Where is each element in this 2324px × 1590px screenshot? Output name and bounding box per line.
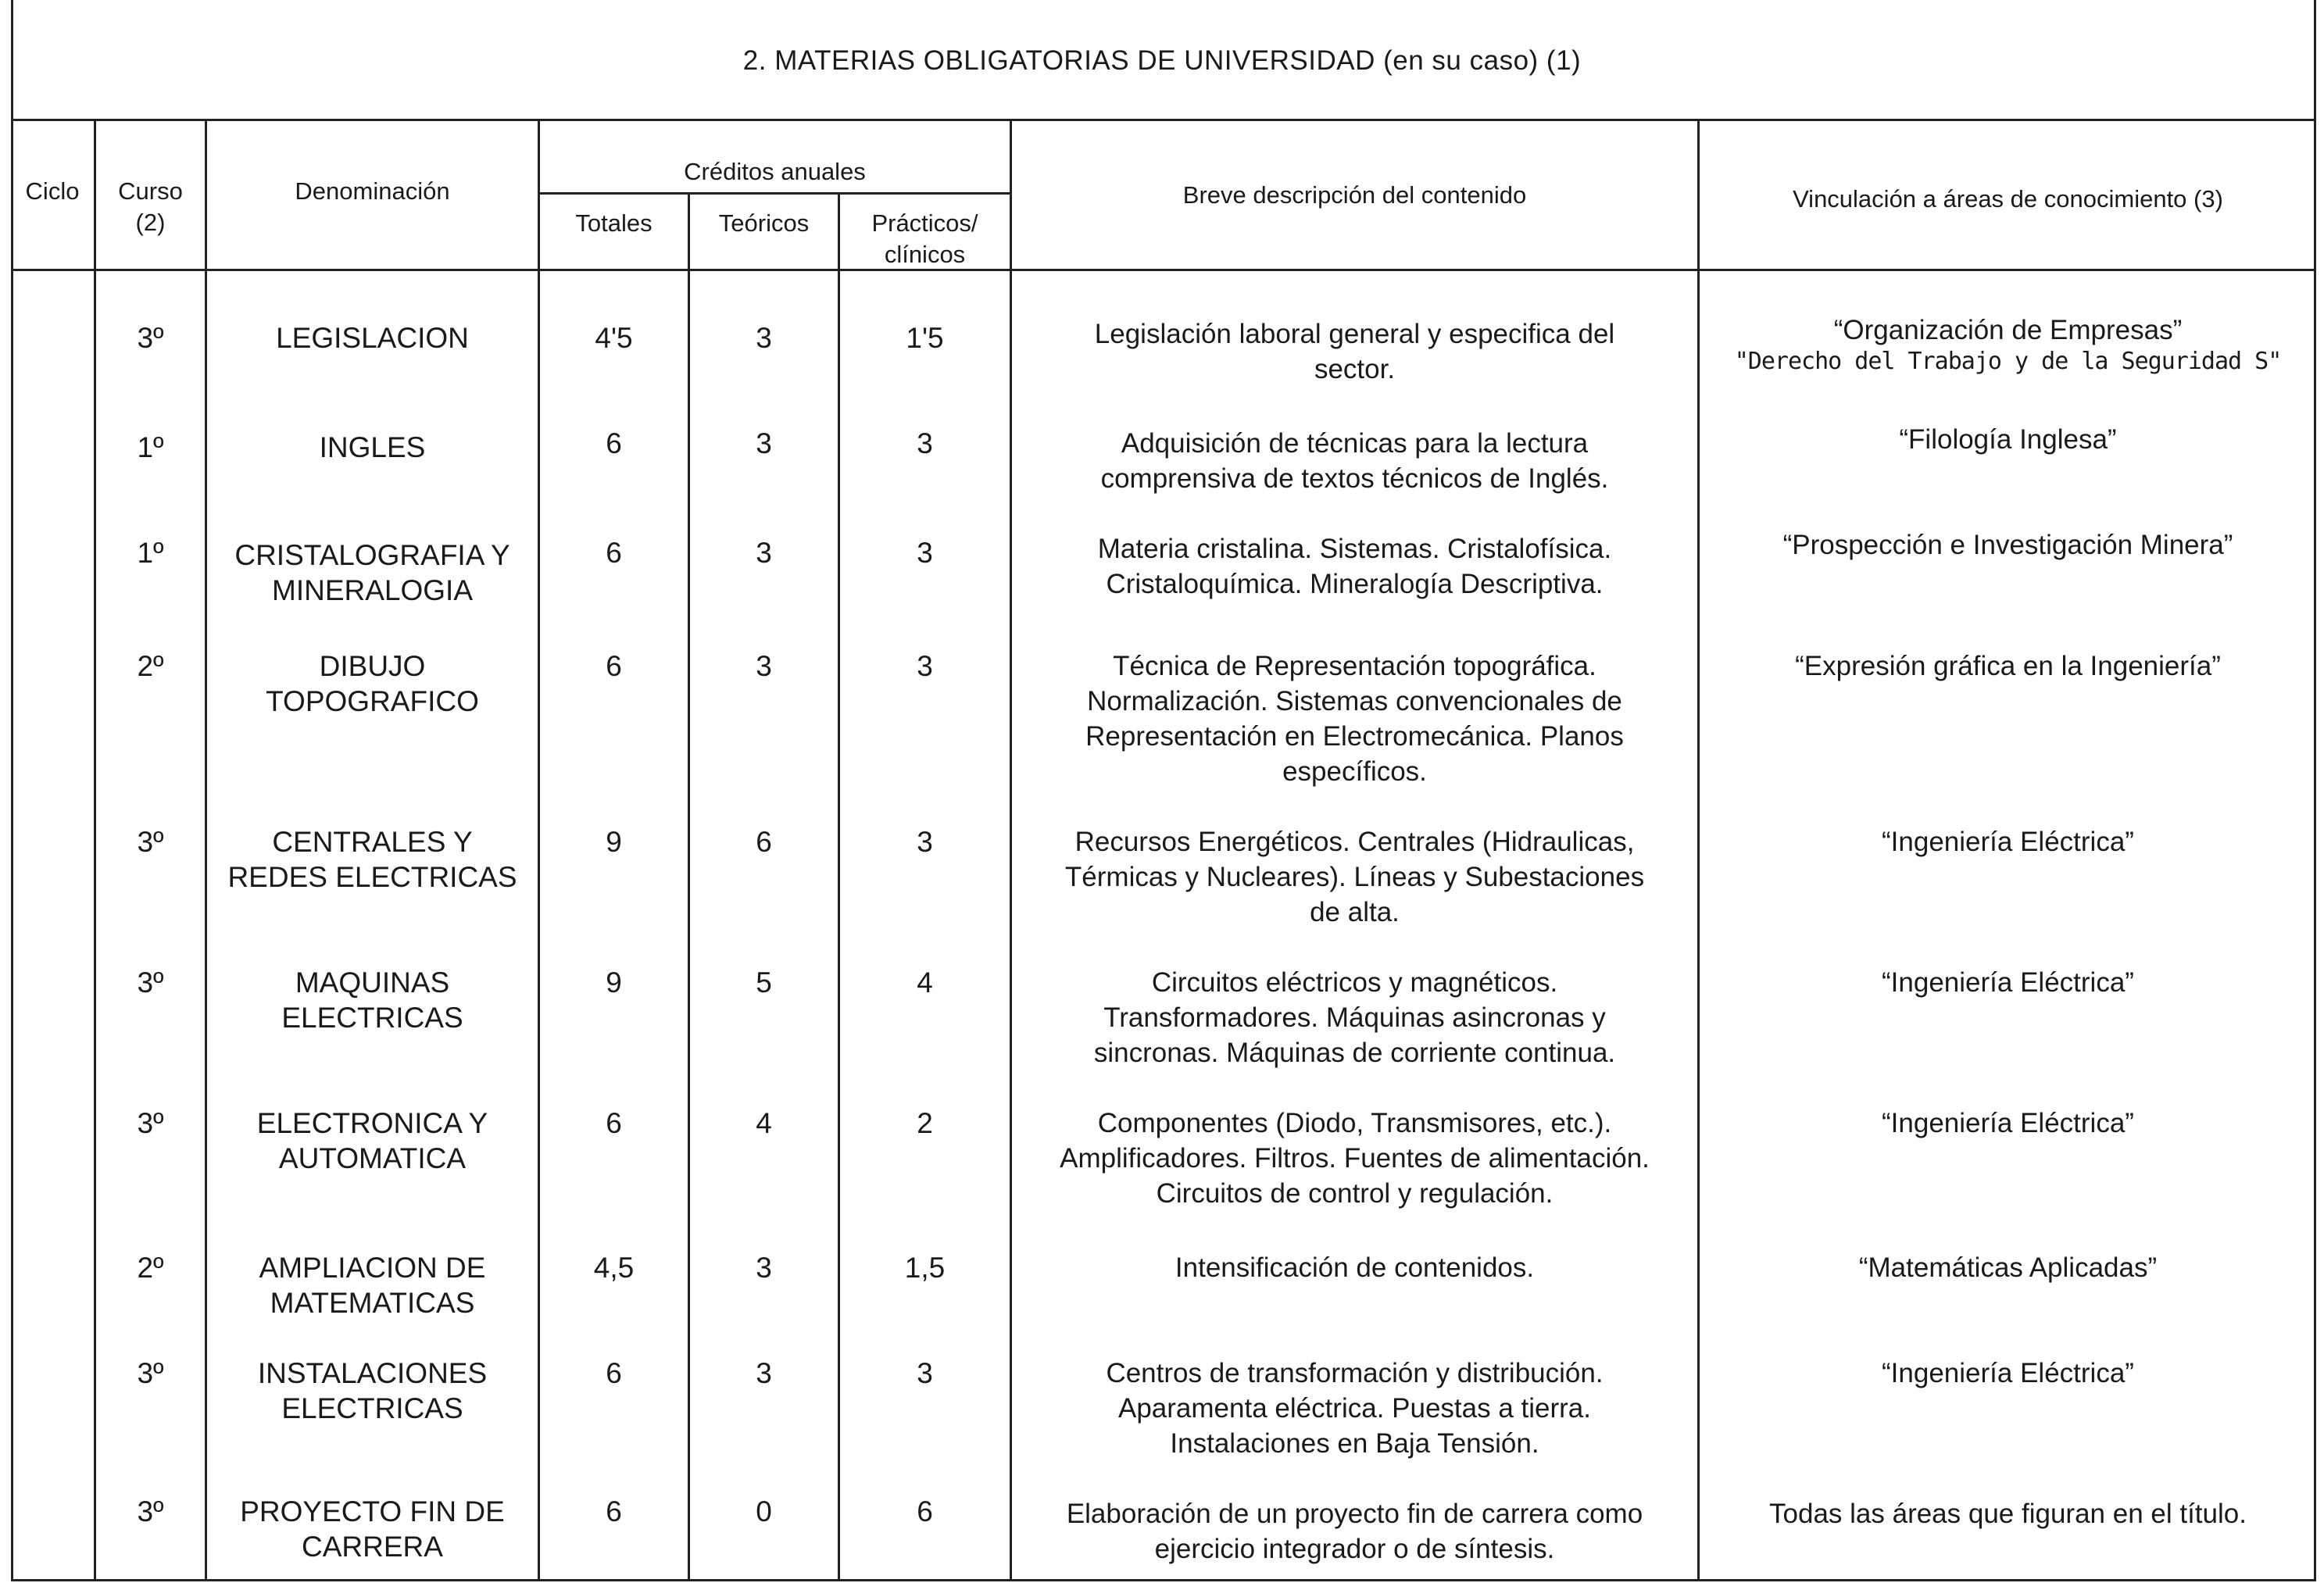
header-denominacion: Denominación bbox=[295, 177, 450, 205]
document-title: 2. MATERIAS OBLIGATORIAS DE UNIVERSIDAD (en su caso) (1) bbox=[742, 45, 1582, 76]
header-curso: Curso bbox=[118, 177, 183, 205]
row-totales: 4'5 bbox=[595, 322, 633, 354]
row-practicos: 2 bbox=[917, 1107, 933, 1139]
row-totales: 9 bbox=[606, 826, 622, 858]
row-teoricos: 3 bbox=[756, 1252, 772, 1284]
row-vinculacion-line: “Matemáticas Aplicadas” bbox=[1858, 1252, 2158, 1283]
row-totales: 6 bbox=[606, 650, 622, 682]
row-denominacion: ELECTRICAS bbox=[281, 1392, 463, 1424]
row-vinculacion-line: “Organización de Empresas” bbox=[1833, 315, 2183, 345]
row-vinculacion-line: “Filología Inglesa” bbox=[1899, 424, 2117, 455]
table-frame bbox=[11, 0, 2316, 1581]
row-teoricos: 4 bbox=[756, 1107, 772, 1139]
row-denominacion: CRISTALOGRAFIA Y bbox=[234, 539, 510, 571]
row-denominacion: REDES ELECTRICAS bbox=[227, 861, 517, 893]
row-denominacion: ELECTRONICA Y bbox=[256, 1107, 488, 1139]
row-teoricos: 6 bbox=[756, 826, 772, 858]
row-vinculacion-line: “Prospección e Investigación Minera” bbox=[1782, 530, 2233, 560]
row-curso: 3º bbox=[137, 826, 164, 858]
header-curso-note: (2) bbox=[135, 209, 166, 236]
row-denominacion: MINERALOGIA bbox=[272, 574, 473, 606]
row-descripcion-line: Amplificadores. Filtros. Fuentes de alimentación. bbox=[1060, 1143, 1650, 1174]
row-curso: 1º bbox=[137, 431, 164, 463]
row-denominacion: INSTALACIONES bbox=[257, 1357, 488, 1389]
row-descripcion-line: Adquisición de técnicas para la lectura bbox=[1121, 428, 1589, 459]
row-denominacion: CARRERA bbox=[302, 1531, 443, 1563]
row-denominacion: LEGISLACION bbox=[276, 322, 469, 354]
header-clinicos: clínicos bbox=[884, 241, 966, 268]
row-descripcion-line: Circuitos eléctricos y magnéticos. bbox=[1151, 967, 1558, 998]
row-practicos: 3 bbox=[917, 650, 933, 682]
row-descripcion-line: sincronas. Máquinas de corriente continua. bbox=[1093, 1038, 1616, 1068]
row-descripcion-line: Materia cristalina. Sistemas. Cristalofísica. bbox=[1097, 534, 1612, 564]
row-curso: 3º bbox=[137, 1495, 164, 1527]
row-teoricos: 3 bbox=[756, 1357, 772, 1389]
row-curso: 3º bbox=[137, 967, 164, 999]
row-curso: 3º bbox=[137, 322, 164, 354]
row-descripcion-line: de alta. bbox=[1310, 897, 1400, 927]
row-descripcion-line: Componentes (Diodo, Transmisores, etc.). bbox=[1097, 1108, 1612, 1138]
row-descripcion-line: Transformadores. Máquinas asincronas y bbox=[1103, 1002, 1606, 1033]
credits-header-divider bbox=[538, 192, 1010, 195]
row-descripcion-line: Representación en Electromecánica. Planos bbox=[1085, 721, 1624, 752]
row-descripcion-line: Térmicas y Nucleares). Líneas y Subestaciones bbox=[1064, 862, 1645, 892]
row-denominacion: MATEMATICAS bbox=[270, 1287, 475, 1319]
row-descripcion-line: específicos. bbox=[1282, 756, 1427, 787]
row-curso: 2º bbox=[137, 1252, 164, 1284]
row-totales: 4,5 bbox=[593, 1252, 635, 1284]
row-curso: 1º bbox=[137, 537, 164, 569]
row-descripcion-line: Recursos Energéticos. Centrales (Hidraulicas, bbox=[1074, 827, 1635, 857]
header-vinculacion: Vinculación a áreas de conocimiento (3) bbox=[1793, 185, 2223, 213]
row-descripcion-line: Normalización. Sistemas convencionales de bbox=[1087, 686, 1622, 716]
row-practicos: 1,5 bbox=[904, 1252, 946, 1284]
row-vinculacion-line: “Ingeniería Eléctrica” bbox=[1882, 967, 2134, 998]
row-descripcion-line: Circuitos de control y regulación. bbox=[1156, 1178, 1554, 1209]
row-descripcion-line: comprensiva de textos técnicos de Inglés. bbox=[1100, 463, 1609, 494]
header-practicos: Prácticos/ bbox=[871, 209, 978, 237]
header-bottom-divider bbox=[11, 269, 2316, 271]
row-practicos: 3 bbox=[917, 427, 933, 459]
row-descripcion-line: Legislación laboral general y especifica del bbox=[1094, 319, 1615, 349]
row-denominacion: TOPOGRAFICO bbox=[266, 685, 479, 717]
row-denominacion: CENTRALES Y bbox=[272, 826, 473, 858]
row-totales: 6 bbox=[606, 537, 622, 569]
title-divider bbox=[11, 119, 2316, 121]
row-practicos: 1'5 bbox=[906, 322, 944, 354]
header-descripcion: Breve descripción del contenido bbox=[1182, 181, 1527, 209]
row-descripcion-line: ejercicio integrador o de síntesis. bbox=[1154, 1534, 1555, 1564]
row-descripcion-line: Cristaloquímica. Mineralogía Descriptiva. bbox=[1106, 569, 1604, 599]
row-descripcion-line: Aparamenta eléctrica. Puestas a tierra. bbox=[1117, 1393, 1591, 1424]
row-practicos: 3 bbox=[917, 826, 933, 858]
row-denominacion: INGLES bbox=[319, 431, 426, 463]
row-totales: 6 bbox=[606, 427, 622, 459]
row-denominacion: PROYECTO FIN DE bbox=[240, 1495, 505, 1527]
row-denominacion: AMPLIACION DE bbox=[259, 1252, 486, 1284]
row-teoricos: 5 bbox=[756, 967, 772, 999]
row-vinculacion-line: “Ingeniería Eléctrica” bbox=[1882, 827, 2134, 857]
row-practicos: 6 bbox=[917, 1495, 933, 1527]
row-descripcion-line: Intensificación de contenidos. bbox=[1175, 1252, 1535, 1283]
row-denominacion: DIBUJO bbox=[319, 650, 426, 682]
row-vinculacion-line: “Ingeniería Eléctrica” bbox=[1882, 1108, 2134, 1138]
row-descripcion-line: sector. bbox=[1314, 354, 1396, 384]
row-denominacion: MAQUINAS bbox=[295, 967, 450, 999]
row-descripcion-line: Instalaciones en Baja Tensión. bbox=[1170, 1428, 1539, 1459]
row-vinculacion-line: “Ingeniería Eléctrica” bbox=[1882, 1358, 2134, 1388]
header-creditos: Créditos anuales bbox=[684, 158, 866, 185]
row-totales: 9 bbox=[606, 967, 622, 999]
header-teoricos: Teóricos bbox=[718, 209, 810, 237]
row-denominacion: AUTOMATICA bbox=[278, 1142, 467, 1174]
row-teoricos: 3 bbox=[756, 650, 772, 682]
row-teoricos: 3 bbox=[756, 427, 772, 459]
header-ciclo: Ciclo bbox=[25, 177, 80, 205]
row-totales: 6 bbox=[606, 1495, 622, 1527]
row-teoricos: 3 bbox=[756, 322, 772, 354]
row-practicos: 4 bbox=[917, 967, 933, 999]
row-practicos: 3 bbox=[917, 537, 933, 569]
row-teoricos: 0 bbox=[756, 1495, 772, 1527]
header-totales: Totales bbox=[575, 209, 653, 237]
row-vinculacion-line: Todas las áreas que figuran en el título. bbox=[1769, 1499, 2247, 1529]
row-curso: 2º bbox=[137, 650, 164, 682]
row-curso: 3º bbox=[137, 1107, 164, 1139]
row-totales: 6 bbox=[606, 1107, 622, 1139]
row-practicos: 3 bbox=[917, 1357, 933, 1389]
row-vinculacion-line: “Expresión gráfica en la Ingeniería” bbox=[1795, 651, 2221, 681]
row-totales: 6 bbox=[606, 1357, 622, 1389]
row-teoricos: 3 bbox=[756, 537, 772, 569]
row-descripcion-line: Técnica de Representación topográfica. bbox=[1113, 651, 1596, 681]
row-descripcion-line: Centros de transformación y distribución. bbox=[1106, 1358, 1604, 1388]
row-curso: 3º bbox=[137, 1357, 164, 1389]
row-descripcion-line: Elaboración de un proyecto fin de carrera como bbox=[1066, 1499, 1643, 1529]
row-denominacion: ELECTRICAS bbox=[281, 1002, 463, 1034]
row-vinculacion-line: "Derecho del Trabajo y de la Seguridad S" bbox=[1734, 348, 2282, 375]
